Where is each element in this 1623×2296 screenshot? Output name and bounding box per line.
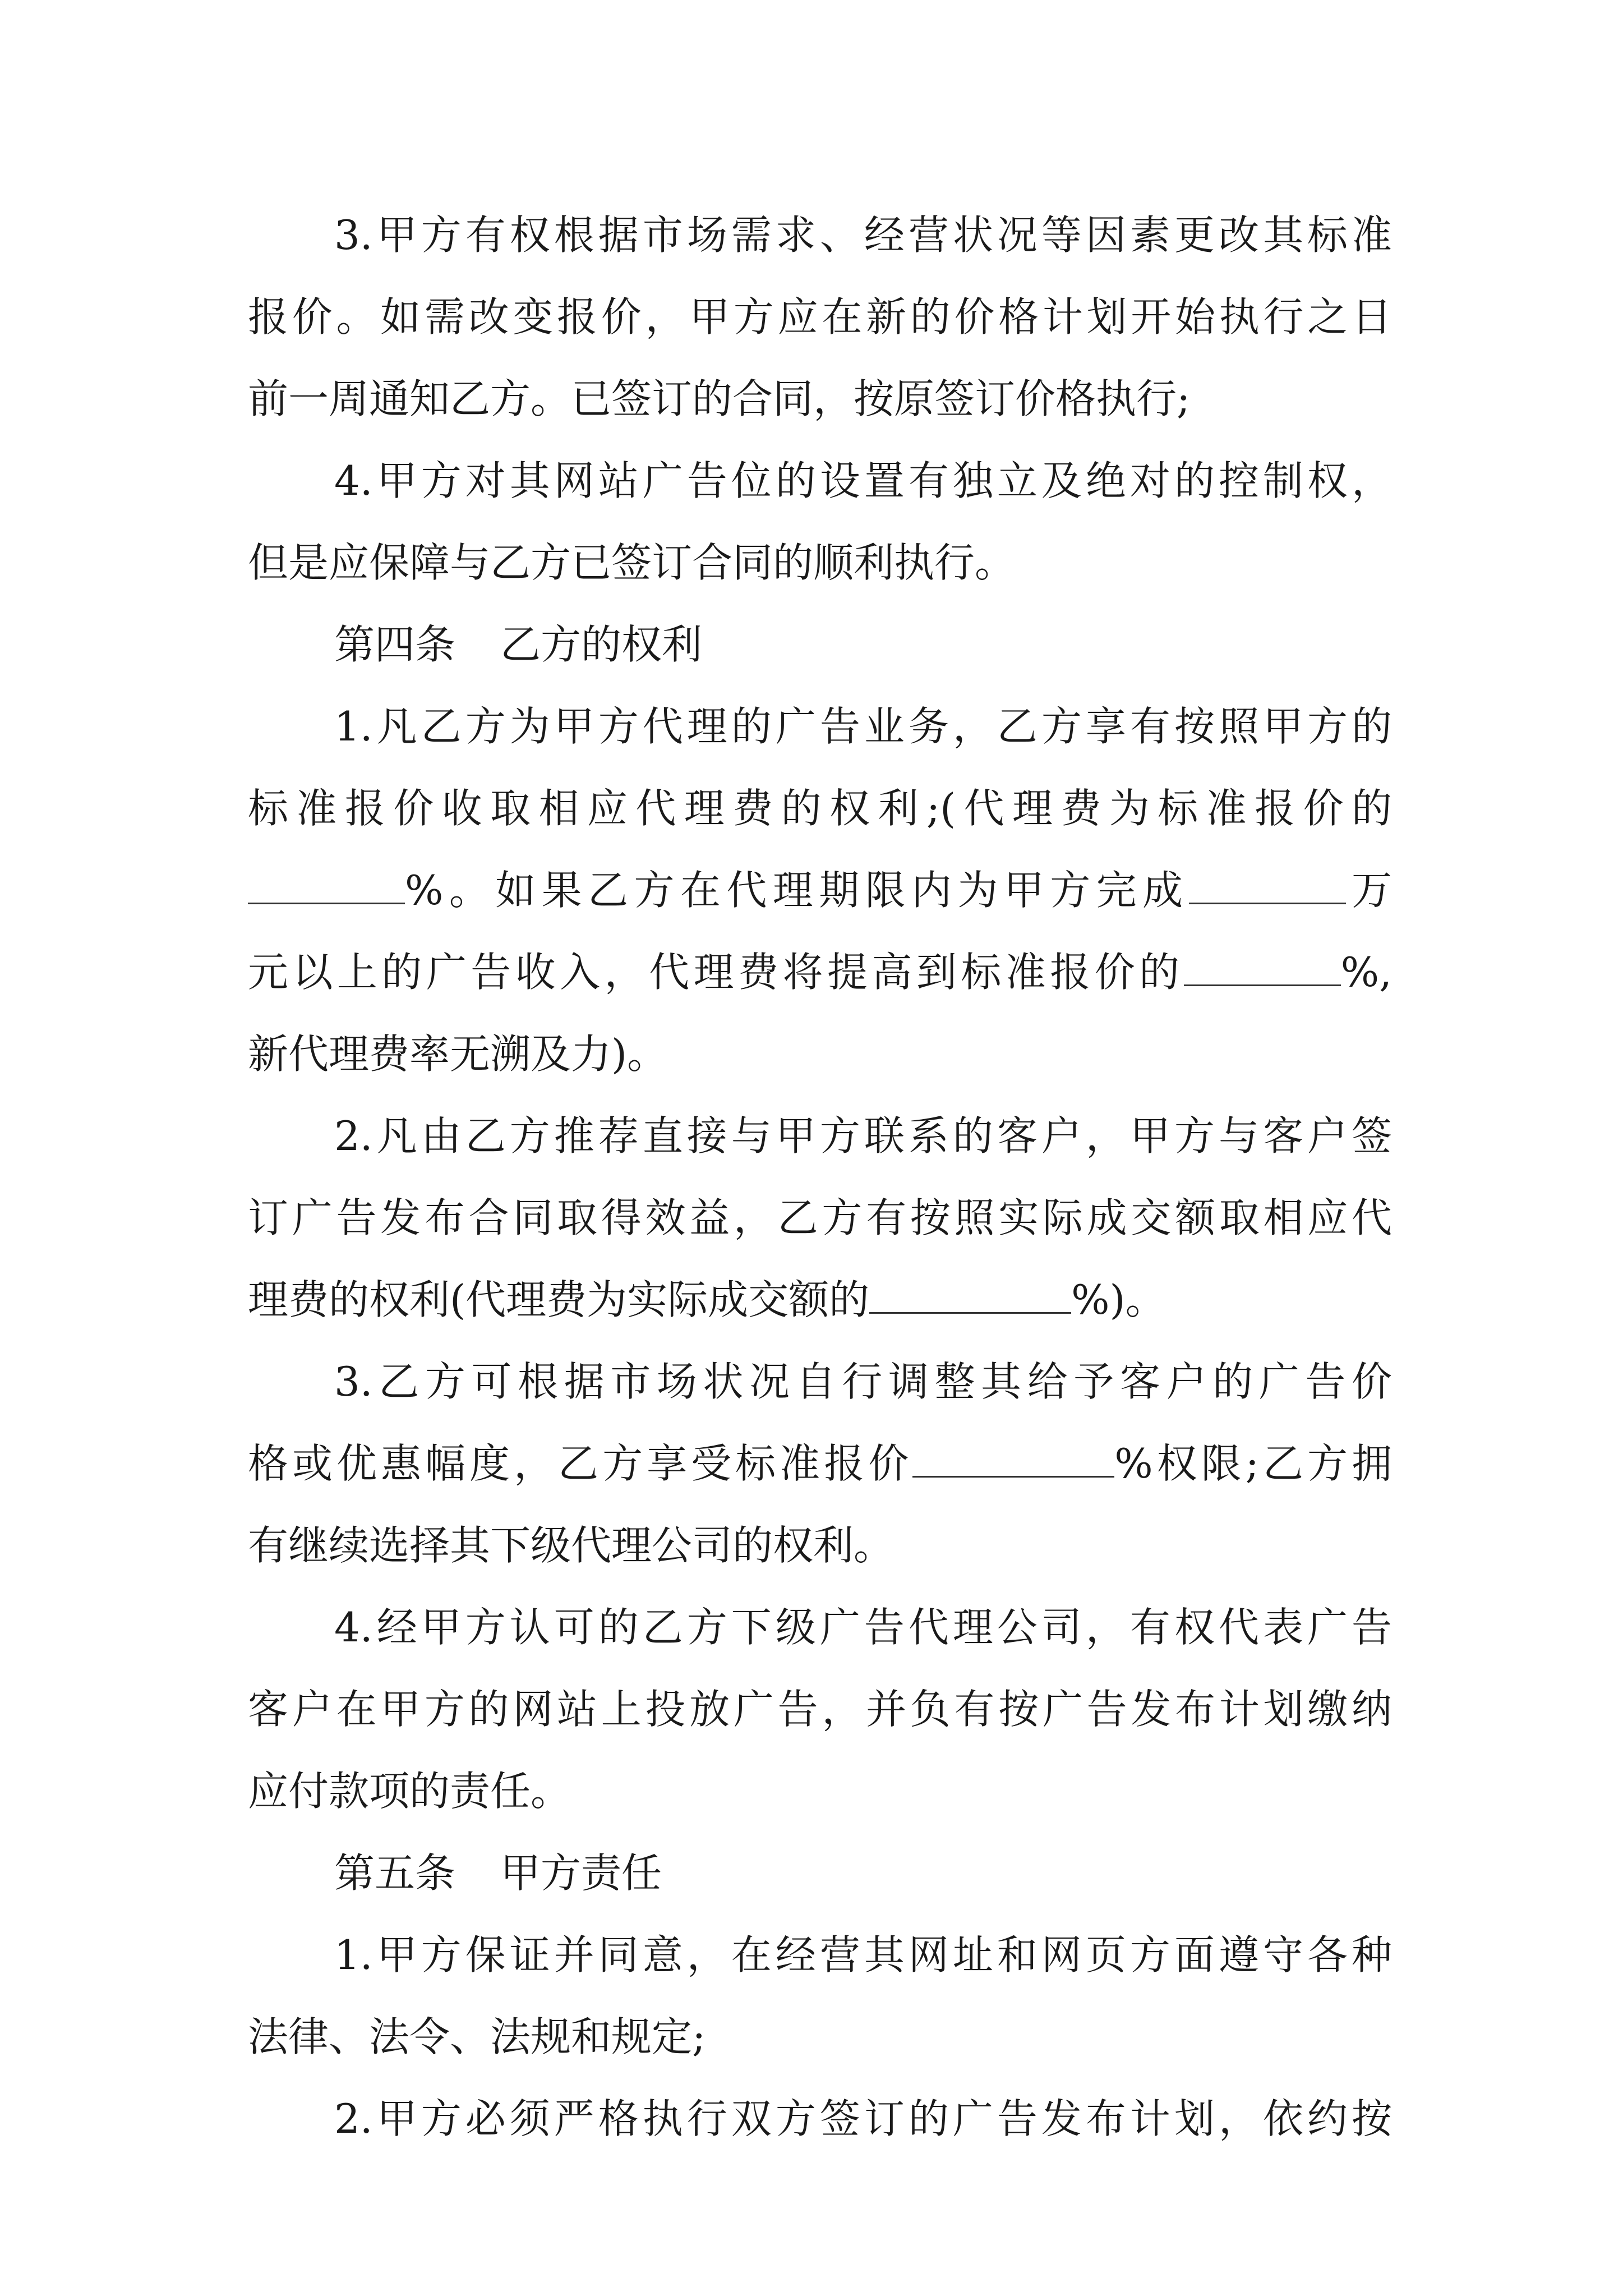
text-line (248, 1423, 1392, 1504)
fill-in-blank[interactable] (248, 863, 405, 904)
article-title: 乙方的权利 (500, 621, 703, 668)
text-line (248, 849, 1392, 931)
text-line: 2.凡由乙方推荐直接与甲方联系的客户，甲方与客户签 (334, 1112, 1392, 1159)
text-line: 新代理费率无溯及力)。 (248, 1030, 668, 1078)
text-line: 1.凡乙方为甲方代理的广告业务，乙方享有按照甲方的 (334, 703, 1392, 750)
text-line: 有继续选择其下级代理公司的权利。 (248, 1522, 895, 1569)
article-title: 甲方责任 (500, 1849, 662, 1897)
text-line (248, 931, 1392, 1013)
text-line: 1.甲方保证并同意，在经营其网址和网页方面遵守各种 (334, 1931, 1392, 1978)
paragraph-clause-3-4 (248, 440, 1392, 604)
paragraph-clause-5-2 (248, 2078, 1392, 2160)
paragraph-clause-4-1 (248, 685, 1392, 1095)
text-segment: %)。 (1071, 1276, 1166, 1323)
text-segment: 万 (1345, 867, 1392, 914)
text-line: 标准报价收取相应代理费的权利;(代理费为标准报价的 (248, 785, 1392, 832)
text-line: 4.甲方对其网站广告位的设置有独立及绝对的控制权， (334, 457, 1392, 504)
paragraph-clause-4-3 (248, 1341, 1392, 1586)
fill-in-blank[interactable] (912, 1437, 1114, 1478)
fill-in-blank[interactable] (1189, 863, 1346, 904)
text-line (248, 1259, 1392, 1341)
article-heading-4 (248, 604, 1392, 685)
paragraph-clause-3-3 (248, 194, 1392, 440)
text-line: 应付款项的责任。 (248, 1768, 571, 1815)
fill-in-blank[interactable] (1184, 945, 1341, 986)
article-heading-5 (248, 1832, 1392, 1914)
paragraph-clause-4-2 (248, 1095, 1392, 1341)
text-line: 法律、法令、法规和规定; (248, 2013, 706, 2060)
text-line: 3.乙方可根据市场状况自行调整其给予客户的广告价 (334, 1358, 1392, 1405)
text-line: 但是应保障与乙方已签订合同的顺利执行。 (248, 539, 1016, 586)
text-line: 报价。如需改变报价，甲方应在新的价格计划开始执行之日 (248, 293, 1392, 341)
text-segment: %。如果乙方在代理期限内为甲方完成 (405, 867, 1189, 914)
text-line: 2.甲方必须严格执行双方签订的广告发布计划，依约按 (334, 2095, 1392, 2142)
text-line: 客户在甲方的网站上投放广告，并负有按广告发布计划缴纳 (248, 1686, 1392, 1733)
text-line: 4.经甲方认可的乙方下级广告代理公司，有权代表广告 (334, 1604, 1392, 1651)
article-number: 第五条 (334, 1849, 456, 1897)
article-number: 第四条 (334, 621, 456, 668)
text-line: 3.甲方有权根据市场需求、经营状况等因素更改其标准 (334, 211, 1392, 259)
text-segment: 格或优惠幅度，乙方享受标准报价 (248, 1440, 913, 1487)
text-segment: %, (1340, 949, 1392, 996)
document-page (248, 194, 1392, 2160)
text-line: 订广告发布合同取得效益，乙方有按照实际成交额取相应代 (248, 1194, 1392, 1241)
text-segment: %权限;乙方拥 (1114, 1440, 1392, 1487)
paragraph-clause-5-1 (248, 1914, 1392, 2078)
text-segment: 元以上的广告收入，代理费将提高到标准报价的 (248, 949, 1184, 996)
text-line: 前一周通知乙方。已签订的合同，按原签订价格执行; (248, 375, 1191, 422)
fill-in-blank[interactable] (869, 1273, 1071, 1314)
text-segment: 理费的权利(代理费为实际成交额的 (248, 1276, 870, 1323)
paragraph-clause-4-4 (248, 1586, 1392, 1832)
